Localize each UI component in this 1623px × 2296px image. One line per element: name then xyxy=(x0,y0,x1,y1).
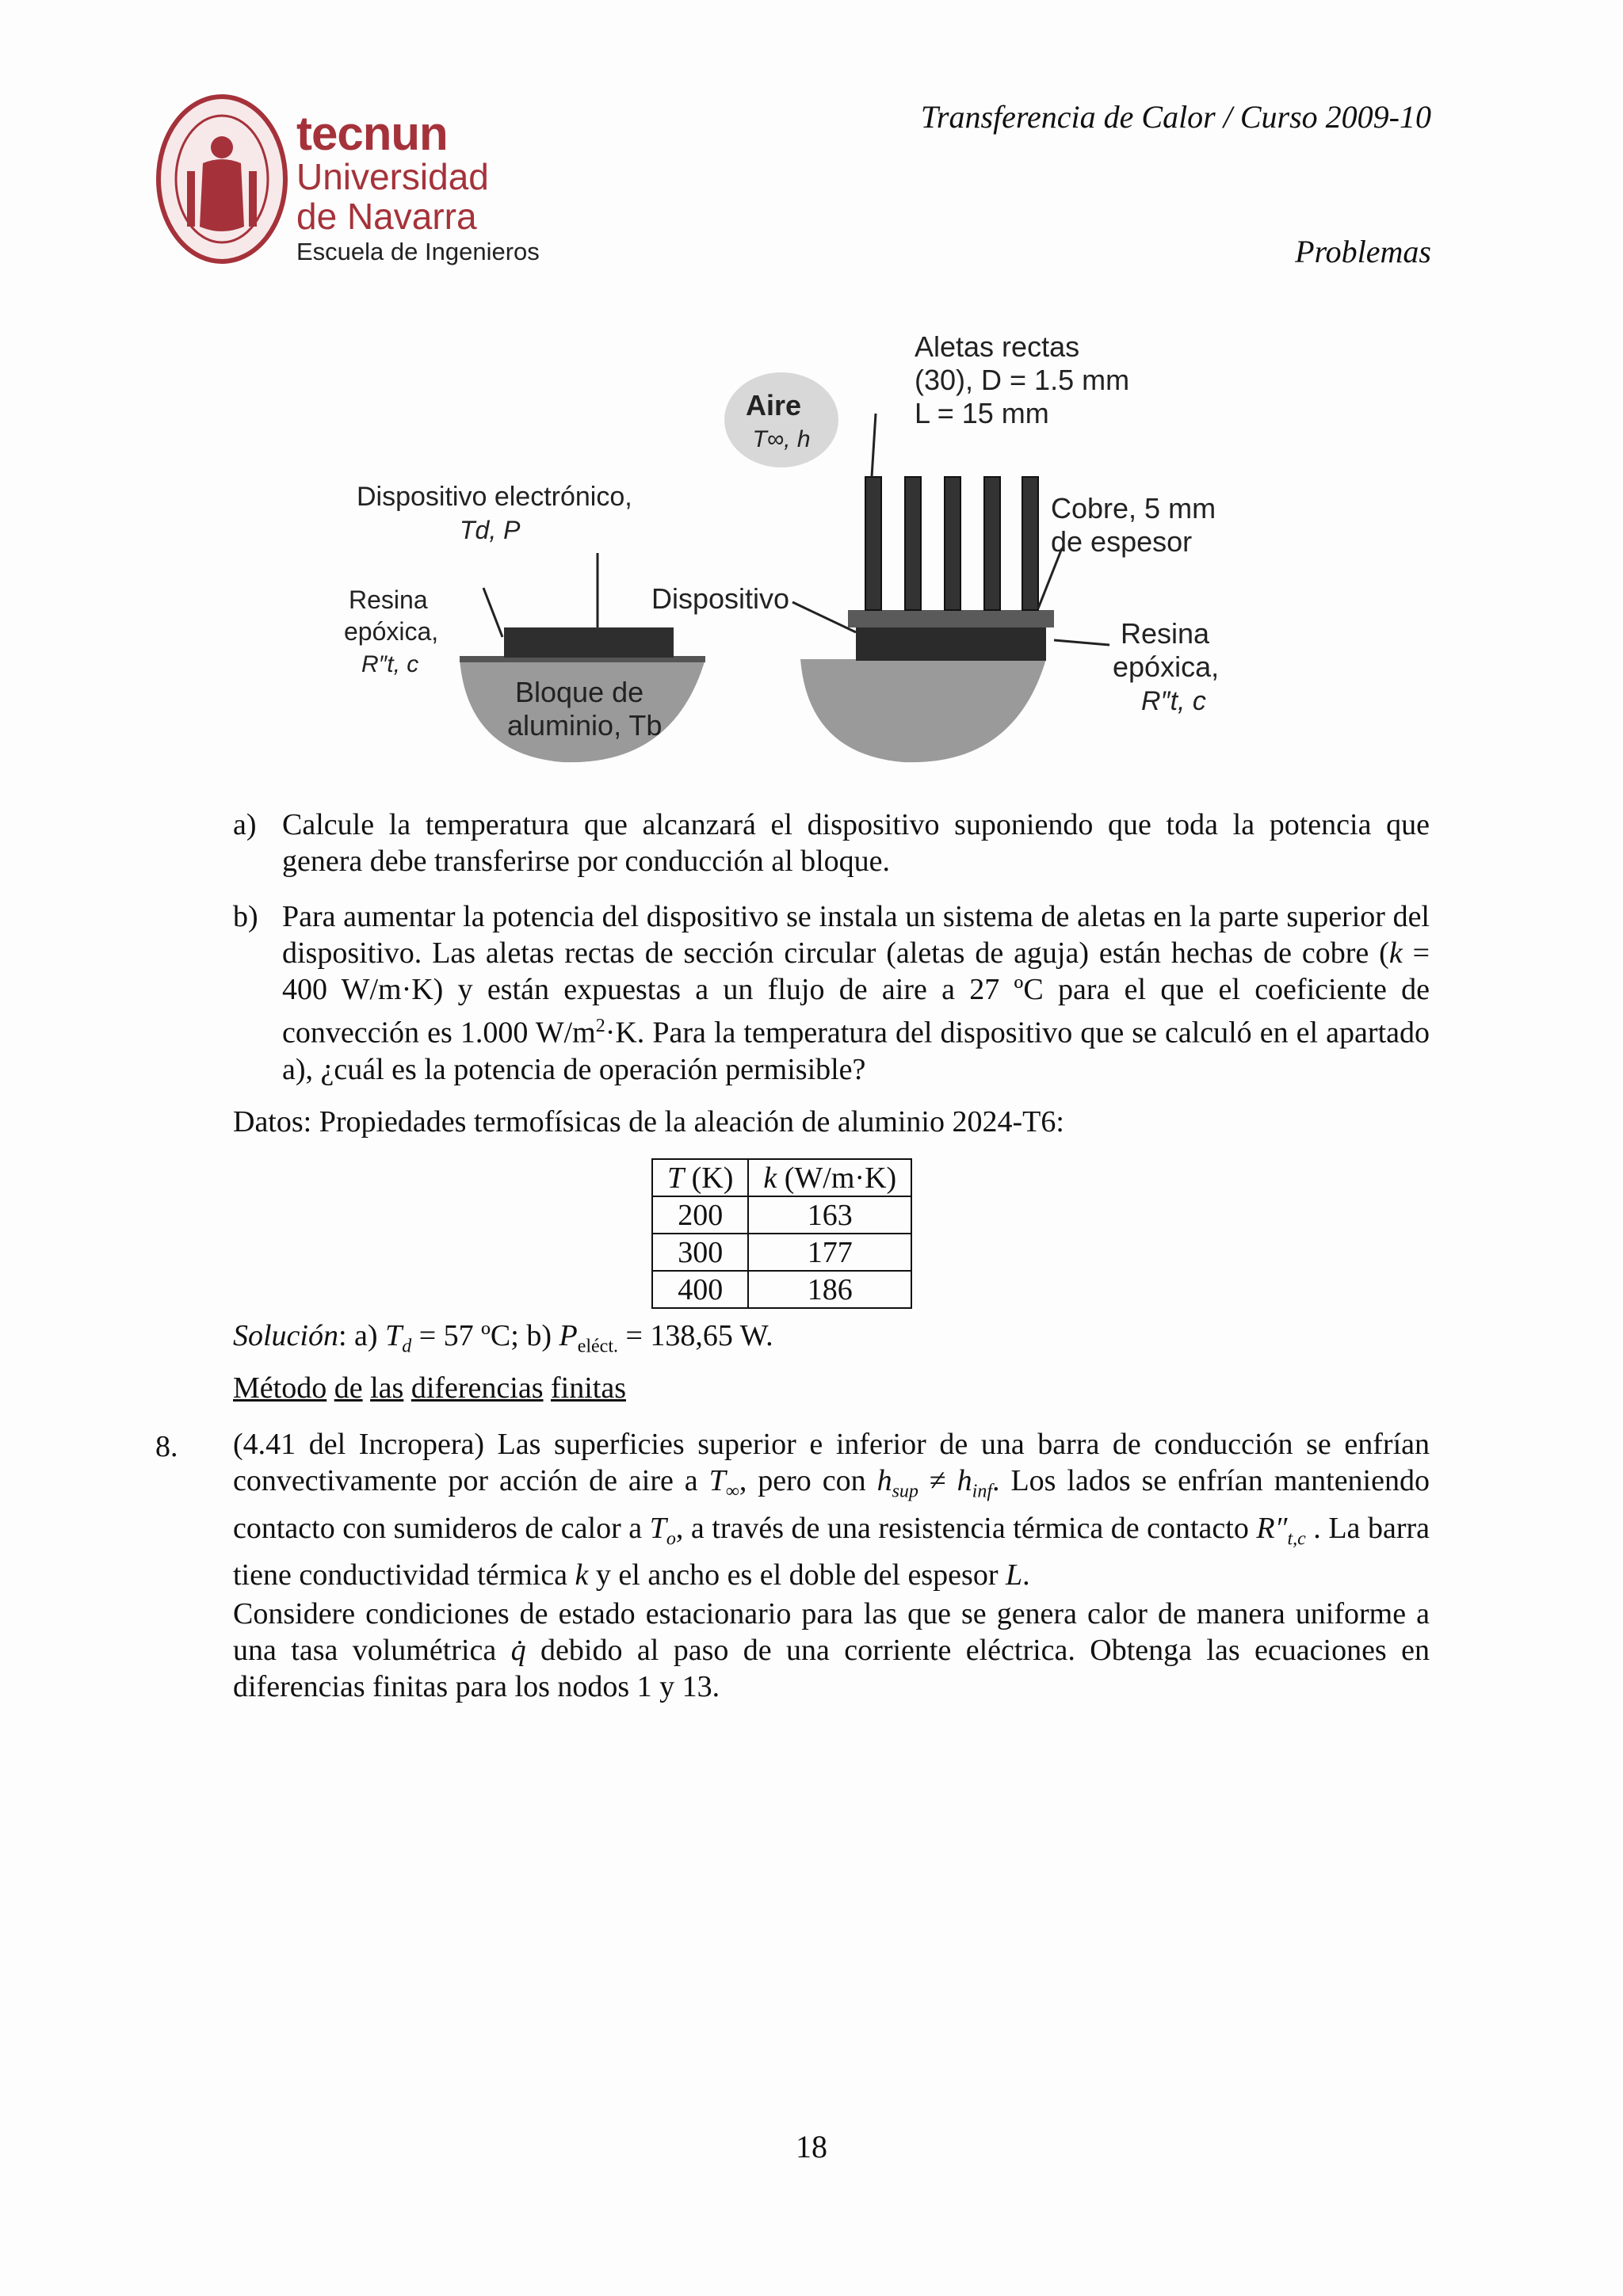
logo-university-line2: de Navarra xyxy=(296,196,477,237)
aluminum-block-right xyxy=(800,659,1046,762)
copper-plate xyxy=(848,610,1054,627)
label-resina-left-1: Resina xyxy=(349,585,428,614)
problem-8-continuation: Considere condiciones de estado estacionario para las que se genera calor de manera uniforme a una tasa volumétrica q̇ debido al paso de una corriente eléctrica. Obtenga las ecuaciones en diferencias finitas para los nodos 1 y 13. xyxy=(233,1597,1430,1703)
device-left xyxy=(504,627,674,658)
section-title: Problemas xyxy=(1295,234,1431,269)
label-resina-left-2: epóxica, xyxy=(344,617,439,646)
table-row xyxy=(652,1271,911,1308)
item-a-text: Calcule la temperatura que alcanzará el dispositivo suponiendo que toda la potencia que genera debe transferirse por conducción al bloque. xyxy=(282,808,1430,878)
label-resina-right-3: R″t, c xyxy=(1141,686,1206,716)
table-cell-k: 177 xyxy=(748,1234,911,1271)
label-td-p: Td, P xyxy=(460,516,521,544)
table-cell-k: 186 xyxy=(748,1271,911,1308)
label-bloque-2: aluminio, Tb xyxy=(507,709,663,742)
label-aletas-1: Aletas rectas xyxy=(915,330,1080,363)
table-header-t: T (K) xyxy=(652,1159,748,1196)
university-seal xyxy=(155,92,288,266)
datos-line: Datos: Propiedades termofísicas de la aleación de aluminio 2024-T6: xyxy=(233,1105,1064,1138)
course-title: Transferencia de Calor / Curso 2009-10 xyxy=(920,99,1431,135)
logo-school: Escuela de Ingenieros xyxy=(296,238,540,265)
item-b-letter: b) xyxy=(233,900,258,933)
item-b xyxy=(233,898,1430,1088)
method-heading: Método de las diferencias finitas xyxy=(233,1371,626,1405)
item-b-text: Para aumentar la potencia del dispositivo se instala un sistema de aletas en la parte superior del dispositivo. Las aletas rectas de sección circular (aletas de aguja) están hechas de cobre (k = 400 W/m·K) y están expuestas a un flujo de aire a 27 ºC para el que el coeficiente de convección es 1.000 $W/m^2\cdot K$. Para la temperatura del dispositivo que se calculó en el apartado a), ¿cuál es la potencia de operación permisible? xyxy=(282,900,1430,1086)
logo-university-line1: Universidad xyxy=(296,156,489,197)
label-resina-left-3: R″t, c xyxy=(361,651,419,677)
label-bloque-1: Bloque de xyxy=(515,676,644,708)
label-aire: Aire xyxy=(745,389,802,421)
device-figure xyxy=(333,326,1268,770)
label-resina-right-1: Resina xyxy=(1121,617,1210,650)
pin-fins xyxy=(865,477,1038,610)
problem-number: 8. xyxy=(155,1430,178,1463)
page-number: 18 xyxy=(796,2129,827,2164)
tecnun-logo xyxy=(296,107,489,237)
table-row xyxy=(652,1196,911,1234)
label-aletas-2: (30), D = 1.5 mm xyxy=(915,364,1130,396)
table-header-k: k (W/m·K) xyxy=(748,1159,911,1196)
table-header-row xyxy=(652,1159,911,1196)
problem-8-statement: (4.41 del Incropera) Las superficies superior e inferior de una barra de conducción se enfrían convectivamente por acción de aire a $T_\infty$, pero con $h_{sup} \ne h_{inf}$. Los lados se enfrían manteniendo contacto con sumideros de calor a $T_o$, a través de una resistencia térmica de contacto $R''_{t,c}$ . La barra tiene conductividad térmica k y el ancho es el doble del espesor L. xyxy=(233,1428,1430,1592)
label-resina-right-2: epóxica, xyxy=(1113,650,1220,683)
label-dispositivo: Dispositivo xyxy=(651,582,790,615)
solution-line: Solución: a) $T_d = 57$ ºC; b) $P_{eléct.} = 138,65$ W. xyxy=(233,1319,773,1357)
properties-table xyxy=(651,1158,912,1309)
logo-brand: tecnun xyxy=(296,107,448,160)
label-aletas-3: L = 15 mm xyxy=(915,397,1049,429)
label-dispositivo-electronico: Dispositivo electrónico, xyxy=(357,482,632,512)
label-aire-vars: T∞, h xyxy=(752,426,811,452)
table-cell-t: 400 xyxy=(652,1271,748,1308)
label-cobre-2: de espesor xyxy=(1051,525,1193,558)
item-a xyxy=(233,807,1430,879)
device-right xyxy=(856,624,1046,661)
item-a-letter: a) xyxy=(233,808,257,841)
table-cell-k: 163 xyxy=(748,1196,911,1234)
table-cell-t: 300 xyxy=(652,1234,748,1271)
table-cell-t: 200 xyxy=(652,1196,748,1234)
label-cobre-1: Cobre, 5 mm xyxy=(1051,492,1216,524)
table-row xyxy=(652,1234,911,1271)
